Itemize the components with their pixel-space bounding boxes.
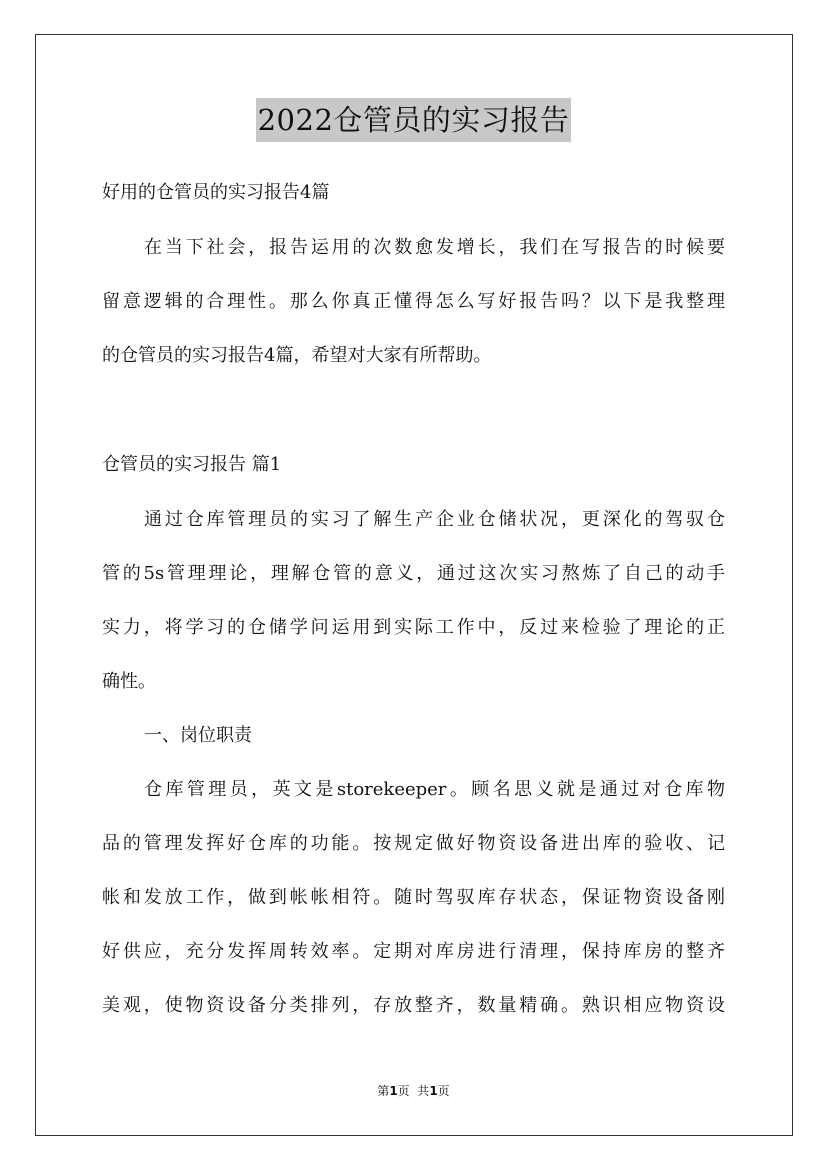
section-heading: 仓管员的实习报告 篇1: [102, 454, 282, 475]
intro-line-3: 的仓管员的实习报告4篇，希望对大家有所帮助。: [102, 345, 492, 366]
page-footer: [0, 1083, 827, 1099]
paragraph-2-line-2: 品的管理发挥好仓库的功能。按规定做好物资设备进出库的验收、记: [102, 833, 725, 854]
intro-line-1: 在当下社会，报告运用的次数愈发增长，我们在写报告的时候要: [144, 237, 725, 258]
paragraph-1-line-2: 管的5s管理理论，理解仓管的意义，通过这次实习熬炼了自己的动手: [102, 563, 725, 584]
document-title: 2022仓管员的实习报告: [256, 98, 572, 142]
subtitle: 好用的仓管员的实习报告4篇: [102, 182, 330, 203]
footer-page-prefix: 第: [377, 1084, 390, 1098]
paragraph-2-line-3: 帐和发放工作，做到帐帐相符。随时驾驭库存状态，保证物资设备刚: [102, 887, 725, 908]
paragraph-2-line-1: 仓库管理员，英文是storekeeper。顾名思义就是通过对仓库物: [144, 779, 725, 800]
paragraph-1-line-1: 通过仓库管理员的实习了解生产企业仓储状况，更深化的驾驭仓: [144, 509, 725, 530]
paragraph-2-line-5: 美观，使物资设备分类排列，存放整齐，数量精确。熟识相应物资设: [102, 995, 725, 1016]
title-wrap: [0, 98, 827, 142]
footer-page-mid: 页 共: [397, 1084, 430, 1098]
paragraph-1-line-3: 实力，将学习的仓储学问运用到实际工作中，反过来检验了理论的正: [102, 617, 725, 638]
paragraph-2-line-4: 好供应，充分发挥周转效率。定期对库房进行清理，保持库房的整齐: [102, 941, 725, 962]
footer-page-total: 1: [429, 1084, 438, 1098]
footer-page-suffix: 页: [437, 1084, 450, 1098]
intro-line-2: 留意逻辑的合理性。那么你真正懂得怎么写好报告吗？以下是我整理: [102, 291, 725, 312]
subheading-duties: 一、岗位职责: [144, 725, 252, 746]
paragraph-1-line-4: 确性。: [102, 671, 156, 692]
footer-page-current: 1: [389, 1084, 398, 1098]
